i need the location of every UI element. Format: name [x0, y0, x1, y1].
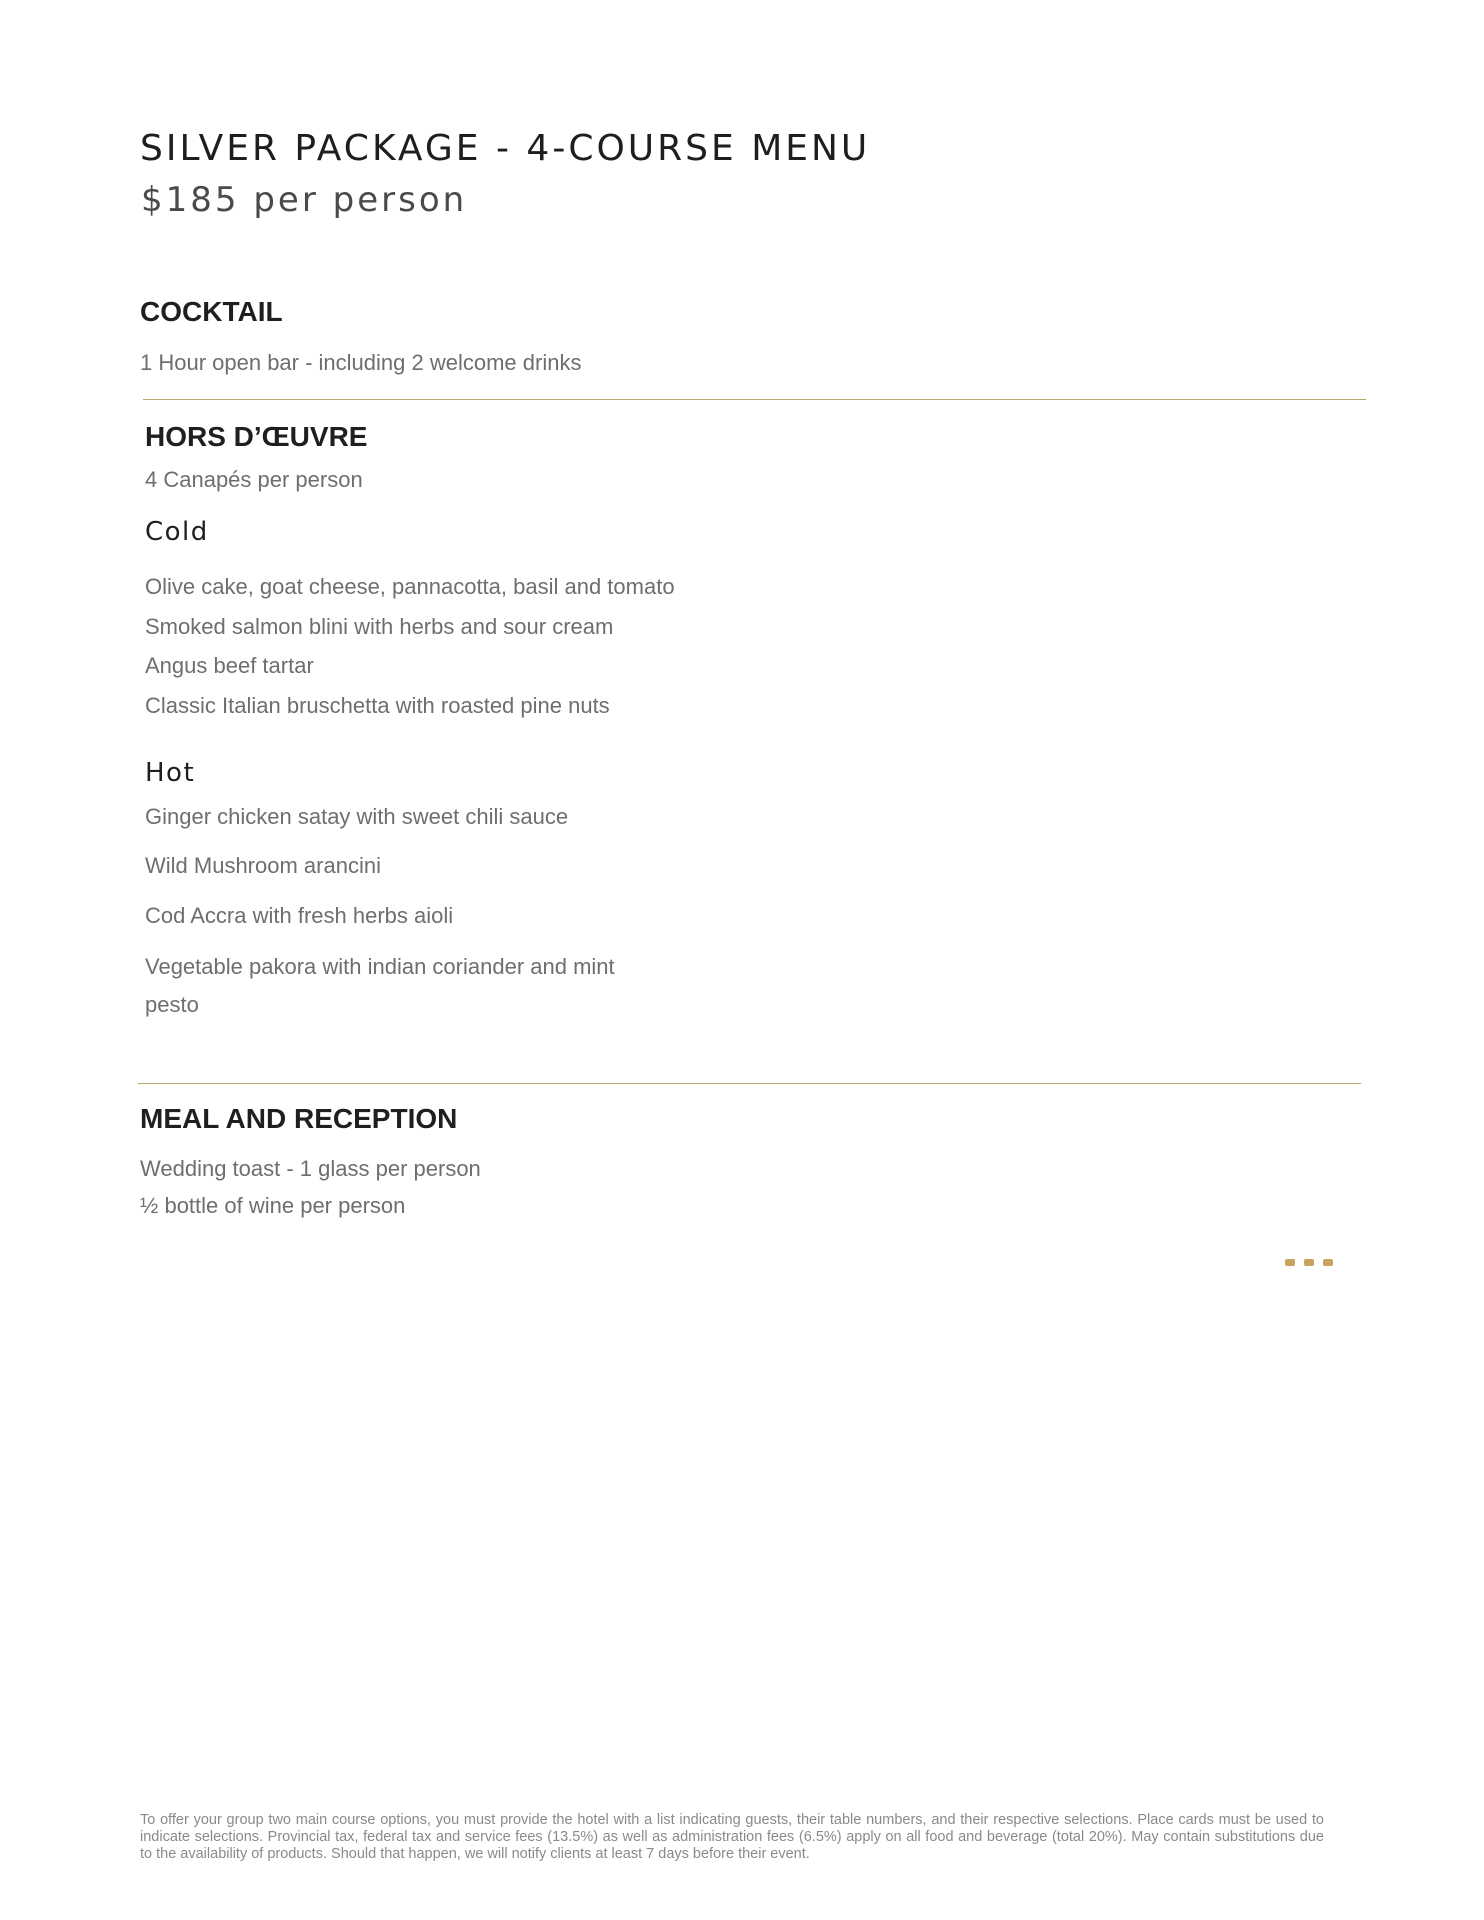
dot [1323, 1259, 1333, 1266]
footer-note: To offer your group two main course options, you must provide the hotel with a list indicating guests, their table numbers, and their respective selections. Place cards must be used to indicate selections. Provincial tax, federal tax and service fees (13.5%) as well as administration fees (6.5%) apply on all food and beverage (total 20%). May contain substitutions due to the availability of products. Should that happen, we will notify clients at least 7 days before their event. [140, 1812, 1324, 1862]
meal-item: Wedding toast - 1 glass per person [140, 1156, 481, 1181]
ellipsis-icon [1285, 1259, 1333, 1266]
section-divider [143, 399, 1366, 400]
dot [1285, 1259, 1295, 1266]
meal-item: ½ bottle of wine per person [140, 1193, 406, 1218]
meal-heading: MEAL AND RECEPTION [140, 1103, 458, 1134]
hot-item-continued: pesto [145, 992, 199, 1017]
hot-item: Wild Mushroom arancini [145, 853, 381, 878]
hot-item: Vegetable pakora with indian coriander and mint [145, 954, 615, 979]
hot-item: Cod Accra with fresh herbs aioli [145, 903, 454, 928]
cold-item: Angus beef tartar [145, 653, 314, 678]
cold-item: Olive cake, goat cheese, pannacotta, basil and tomato [145, 574, 675, 599]
page-title: SILVER PACKAGE - 4-COURSE MENU [140, 128, 871, 169]
hors-doeuvre-heading: HORS D’ŒUVRE [145, 421, 368, 452]
cold-item: Classic Italian bruschetta with roasted pine nuts [145, 693, 610, 718]
cold-heading: Cold [145, 517, 209, 547]
cold-item: Smoked salmon blini with herbs and sour cream [145, 614, 614, 639]
hot-heading: Hot [145, 758, 196, 788]
cocktail-heading: COCKTAIL [140, 296, 283, 327]
section-divider [138, 1083, 1361, 1084]
canapes-description: 4 Canapés per person [145, 467, 363, 492]
dot [1304, 1259, 1314, 1266]
cocktail-description: 1 Hour open bar - including 2 welcome drinks [140, 350, 582, 375]
hot-item: Ginger chicken satay with sweet chili sauce [145, 804, 569, 829]
price-per-person: $185 per person [141, 180, 468, 220]
